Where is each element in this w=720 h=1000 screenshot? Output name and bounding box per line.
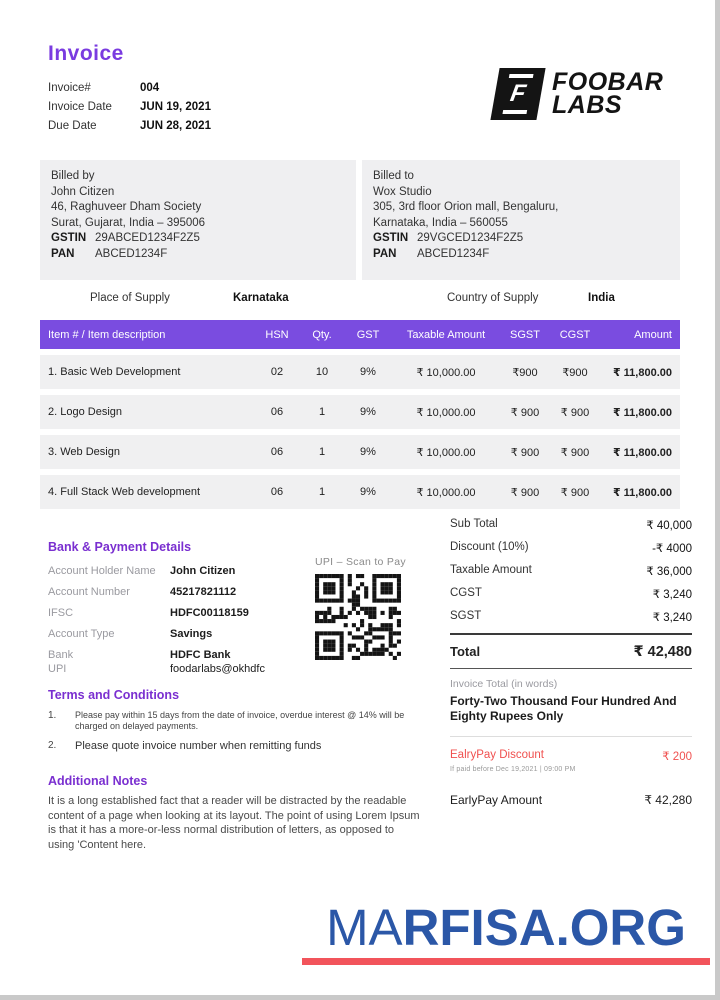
- item-cgst: ₹ 900: [560, 406, 590, 419]
- account-type-label: Account Type: [48, 628, 115, 640]
- account-holder-row: [48, 565, 308, 577]
- subtotal-label: Sub Total: [450, 518, 498, 530]
- bank-payment-details: [48, 540, 308, 677]
- item-cgst: ₹ 900: [560, 446, 590, 459]
- item-cgst: ₹ 900: [560, 486, 590, 499]
- billed-to-heading: Billed to: [373, 170, 414, 182]
- page-edge-bottom: [0, 995, 720, 1000]
- cgst-value: ₹ 3,240: [652, 589, 692, 601]
- col-amount: Amount: [634, 328, 672, 341]
- sgst-row: [450, 610, 692, 624]
- invoice-date-value: JUN 19, 2021: [140, 101, 211, 113]
- item-hsn: 06: [270, 446, 284, 458]
- account-holder-label: Account Holder Name: [48, 565, 156, 577]
- item-gst: 9%: [360, 406, 376, 418]
- item-qty: 1: [318, 446, 326, 458]
- term-text: Please quote invoice number when remitting funds: [75, 740, 322, 752]
- total-row: [450, 635, 692, 668]
- item-description: 1. Basic Web Development: [48, 366, 181, 378]
- billed-to-address2: Karnataka, India – 560055: [373, 216, 508, 229]
- item-taxable: ₹ 10,000.00: [416, 486, 476, 499]
- earlypay-condition-note: If paid before Dec 19,2021 | 09:00 PM: [450, 766, 576, 773]
- invoice-number-label: Invoice#: [48, 82, 91, 94]
- invoice-meta: [48, 82, 211, 139]
- additional-notes: [48, 774, 420, 852]
- upi-scan-block: [315, 556, 425, 665]
- account-number-row: [48, 586, 308, 598]
- item-sgst: ₹900: [512, 366, 538, 379]
- earlypay-discount-value: ₹ 200: [662, 751, 692, 763]
- earlypay-discount-label: EalryPay Discount: [450, 749, 544, 761]
- item-cgst: ₹900: [562, 366, 588, 379]
- sgst-label: SGST: [450, 610, 482, 622]
- billed-by-box: [40, 160, 356, 280]
- sgst-value: ₹ 3,240: [652, 612, 692, 624]
- col-sgst: SGST: [510, 328, 540, 341]
- item-taxable: ₹ 10,000.00: [416, 406, 476, 419]
- table-row: [40, 355, 680, 389]
- total-label: Total: [450, 644, 481, 659]
- subtotal-row: [450, 518, 692, 532]
- footer-site-link[interactable]: [302, 898, 710, 965]
- country-of-supply-value: India: [588, 292, 615, 304]
- place-of-supply-value: Karnataka: [233, 292, 289, 304]
- billed-by-address1: 46, Raghuveer Dham Society: [51, 201, 202, 213]
- item-qty: 1: [318, 406, 326, 418]
- item-hsn: 02: [270, 366, 284, 378]
- table-row: [40, 395, 680, 429]
- gstin-label: GSTIN: [51, 232, 87, 244]
- invoice-number-row: [48, 82, 211, 94]
- bank-name-row: [48, 649, 308, 661]
- ifsc-row: [48, 607, 308, 619]
- item-gst: 9%: [360, 366, 376, 378]
- country-of-supply-label: Country of Supply: [447, 292, 539, 304]
- total-in-words-value: Forty-Two Thousand Four Hundred And Eighty Rupees Only: [450, 694, 677, 723]
- bank-details-heading: Bank & Payment Details: [48, 540, 192, 554]
- item-amount: ₹ 11,800.00: [612, 406, 672, 419]
- gstin-label: GSTIN: [373, 232, 409, 244]
- footer-site-wordmark: [302, 898, 710, 957]
- invoice-date-row: [48, 101, 211, 113]
- earlypay-discount-row: [450, 749, 692, 763]
- item-taxable: ₹ 10,000.00: [416, 366, 476, 379]
- item-qty: 10: [315, 366, 329, 378]
- due-date-value: JUN 28, 2021: [140, 120, 211, 132]
- total-value: ₹ 42,480: [633, 644, 692, 660]
- logo-mark-icon: [490, 68, 545, 120]
- item-hsn: 06: [270, 486, 284, 498]
- words-divider: [450, 668, 692, 669]
- place-of-supply-label: Place of Supply: [90, 292, 170, 304]
- taxable-amount-row: [450, 564, 692, 578]
- billed-to-name: Wox Studio: [373, 185, 432, 198]
- table-row: [40, 435, 680, 469]
- billed-to-gstin-row: [373, 231, 669, 247]
- earlypay-amount-row: [450, 793, 692, 807]
- bank-name-value: HDFC Bank: [170, 649, 231, 661]
- notes-text: It is a long established fact that a reader will be distracted by the readable content of a page when looking at its layout. The point of using Lorem Ipsum is that it has a more-or-less normal distribution of letters, as opposed to using 'Content here.: [48, 795, 420, 851]
- discount-value: -₹ 4000: [652, 543, 692, 555]
- terms-heading: Terms and Conditions: [48, 688, 180, 702]
- item-description: 2. Logo Design: [48, 406, 122, 418]
- discount-row: [450, 541, 692, 555]
- upi-scan-label: UPI – Scan to Pay: [315, 556, 406, 568]
- item-taxable: ₹ 10,000.00: [416, 446, 476, 459]
- item-amount: ₹ 11,800.00: [612, 366, 672, 379]
- billed-by-pan: ABCED1234F: [95, 247, 168, 260]
- col-cgst: CGST: [559, 328, 591, 341]
- item-qty: 1: [318, 486, 326, 498]
- company-logo: [495, 68, 663, 120]
- col-qty: Qty.: [312, 328, 332, 341]
- taxable-amount-label: Taxable Amount: [450, 564, 532, 576]
- billed-by-address2: Surat, Gujarat, India – 395006: [51, 216, 206, 229]
- invoice-date-label: Invoice Date: [48, 101, 112, 113]
- term-number: 2.: [48, 740, 57, 751]
- billed-to-pan: ABCED1234F: [417, 247, 490, 260]
- items-table-header: [40, 320, 680, 349]
- term-number: 1.: [48, 710, 57, 721]
- item-hsn: 06: [270, 406, 284, 418]
- billed-by-gstin-row: [51, 231, 345, 247]
- earlypay-divider: [450, 736, 692, 737]
- billed-to-box: [362, 160, 680, 280]
- logo-letter: F: [508, 80, 528, 107]
- account-holder-value: John Citizen: [170, 565, 236, 577]
- cgst-row: [450, 587, 692, 601]
- item-sgst: ₹ 900: [510, 486, 540, 499]
- bank-name-label: Bank: [48, 649, 74, 661]
- logo-text: [552, 68, 664, 119]
- account-number-label: Account Number: [48, 586, 130, 598]
- footer-underline-bar: [302, 958, 710, 965]
- item-description: 4. Full Stack Web development: [48, 486, 201, 498]
- item-gst: 9%: [360, 486, 376, 498]
- billed-to-address1: 305, 3rd floor Orion mall, Bengaluru,: [373, 201, 559, 213]
- page-title: Invoice: [48, 42, 124, 65]
- col-item-description: Item # / Item description: [48, 328, 166, 341]
- logo-text-line2: LABS: [552, 91, 623, 119]
- invoice-summary: [450, 518, 692, 807]
- item-sgst: ₹ 900: [510, 406, 540, 419]
- account-number-value: 45217821112: [170, 586, 237, 598]
- term-item: [48, 710, 430, 732]
- due-date-row: [48, 120, 211, 132]
- total-in-words-label: Invoice Total (in words): [450, 678, 558, 690]
- discount-label: Discount (10%): [450, 541, 529, 553]
- logo-text-line1: FOOBAR: [552, 68, 664, 96]
- col-gst: GST: [356, 328, 380, 341]
- table-row: [40, 475, 680, 509]
- terms-and-conditions: [48, 688, 430, 760]
- footer-site-prefix: MA: [326, 899, 403, 956]
- term-item: [48, 740, 430, 752]
- item-amount: ₹ 11,800.00: [612, 486, 672, 499]
- account-type-row: [48, 628, 308, 640]
- earlypay-amount-value: ₹ 42,280: [644, 793, 692, 807]
- earlypay-amount-label: EarlyPay Amount: [450, 793, 543, 807]
- notes-heading: Additional Notes: [48, 774, 148, 788]
- ifsc-value: HDFC00118159: [170, 607, 249, 619]
- item-description: 3. Web Design: [48, 446, 120, 458]
- upi-id-value: foodarlabs@okhdfc: [170, 663, 265, 675]
- term-text: Please pay within 15 days from the date of invoice, overdue interest @ 14% will be charged on delayed payments.: [75, 710, 405, 731]
- item-amount: ₹ 11,800.00: [612, 446, 672, 459]
- billed-by-heading: Billed by: [51, 170, 95, 182]
- billed-by-gstin: 29ABCED1234F2Z5: [95, 232, 200, 244]
- pan-label: PAN: [373, 247, 397, 260]
- account-type-value: Savings: [170, 628, 213, 640]
- billed-by-pan-row: [51, 247, 345, 263]
- page-edge-right: [715, 0, 720, 1000]
- col-hsn: HSN: [265, 328, 289, 341]
- ifsc-label: IFSC: [48, 607, 74, 619]
- subtotal-value: ₹ 40,000: [646, 520, 692, 532]
- upi-id-label: UPI: [48, 663, 67, 675]
- item-sgst: ₹ 900: [510, 446, 540, 459]
- footer-site-rest: RFISA.ORG: [402, 899, 686, 956]
- pan-label: PAN: [51, 247, 75, 260]
- cgst-label: CGST: [450, 587, 482, 599]
- invoice-number-value: 004: [140, 82, 160, 94]
- col-taxable-amount: Taxable Amount: [406, 328, 486, 341]
- taxable-amount-value: ₹ 36,000: [646, 566, 692, 578]
- billed-to-gstin: 29VGCED1234F2Z5: [417, 232, 524, 244]
- billed-to-pan-row: [373, 247, 669, 263]
- upi-id-row: [48, 663, 308, 675]
- billed-by-name: John Citizen: [51, 185, 115, 198]
- item-gst: 9%: [360, 446, 376, 458]
- due-date-label: Due Date: [48, 120, 97, 132]
- upi-qr-code: [315, 574, 425, 665]
